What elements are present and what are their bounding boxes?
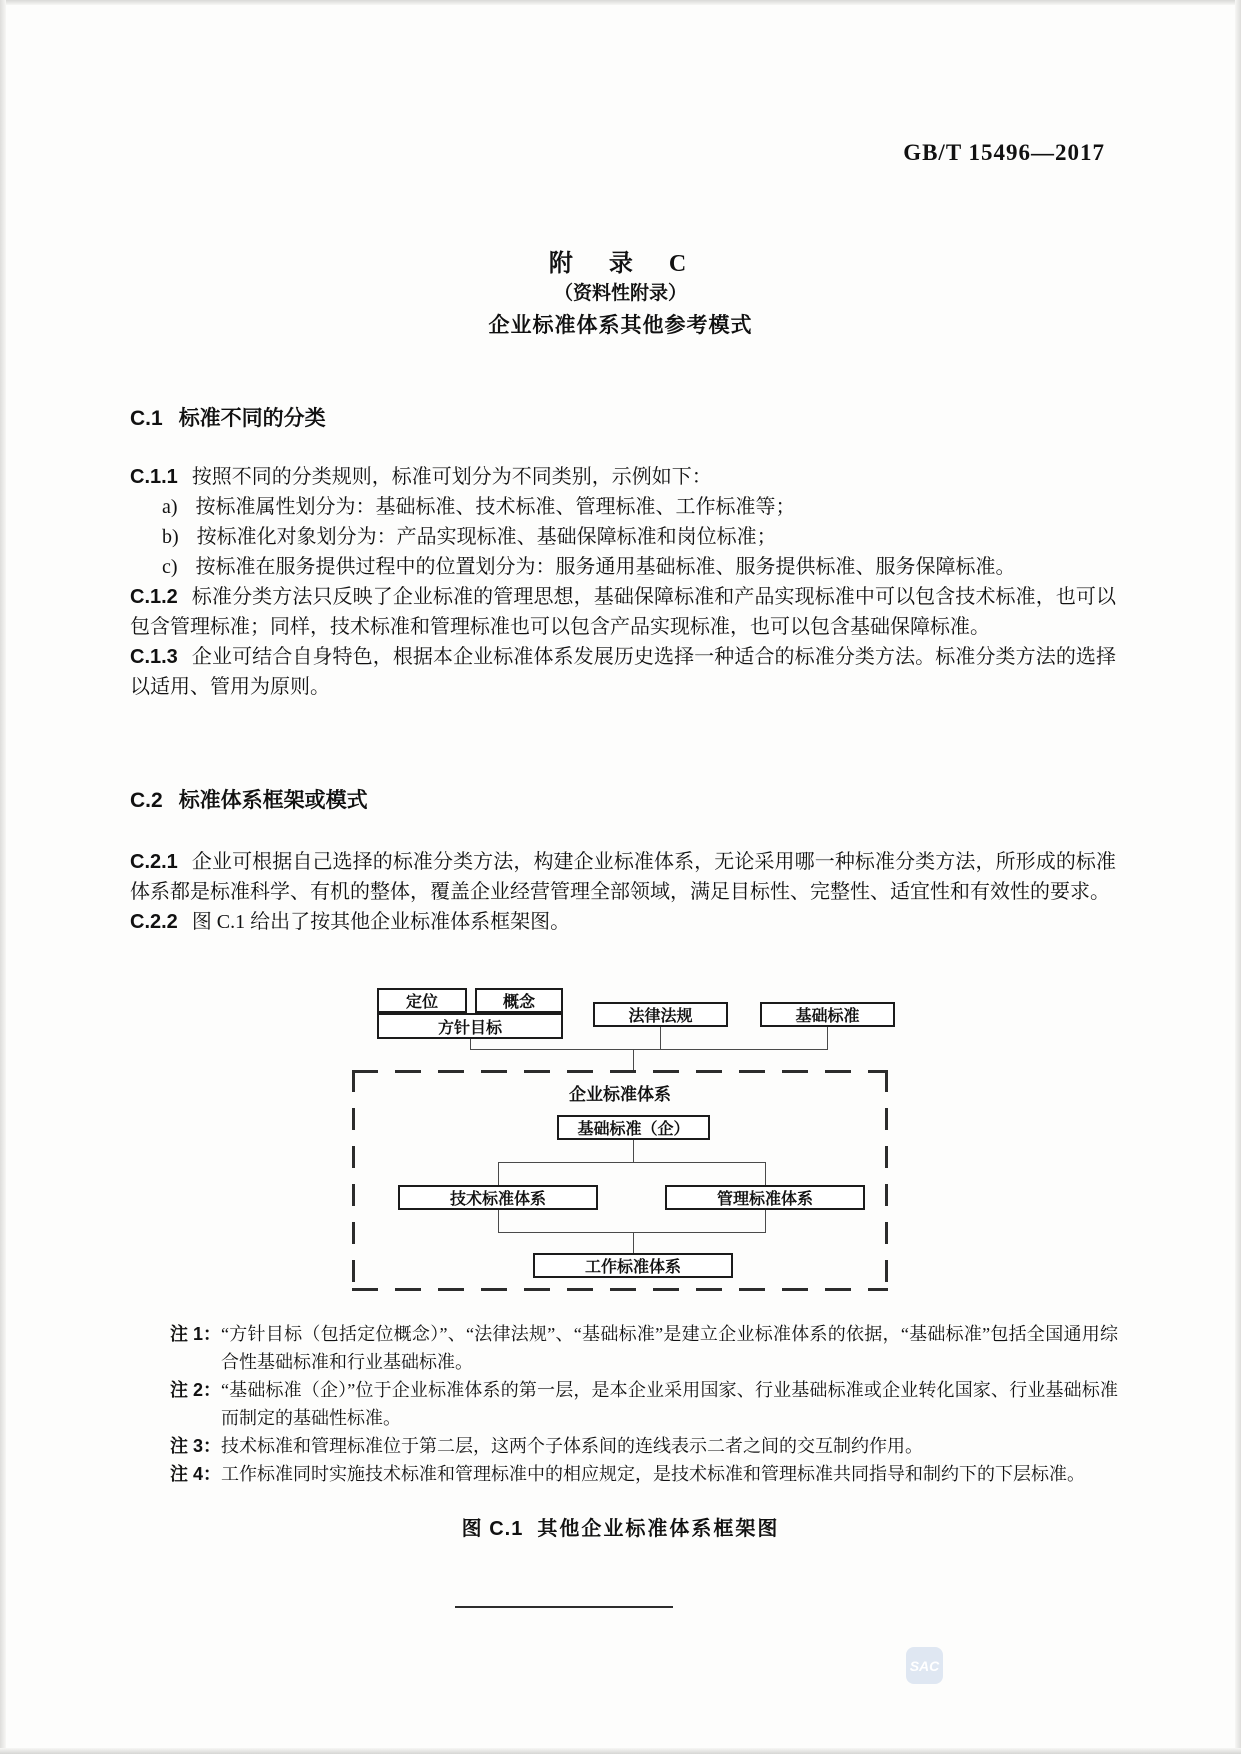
note-1 [170,1320,1118,1376]
section-c1-heading [130,402,326,432]
connector-line [765,1162,766,1185]
enterprise-system-dashed-border-top [352,1070,888,1073]
list-item-a-label: a) [162,496,178,518]
figure-c1-diagram [340,983,900,1298]
list-item-c-text: 按标准在服务提供过程中的位置划分为：服务通用基础标准、服务提供标准、服务保障标准。 [195,556,1016,578]
diagram-box-laws-label: 法律法规 [628,1008,693,1025]
note-3-text: 技术标准和管理标准位于第二层，这两个子体系间的连线表示二者之间的交互制约作用。 [221,1436,924,1456]
sac-watermark-logo [906,1647,943,1684]
connector-line [660,1027,661,1049]
figure-caption [0,1512,1241,1541]
list-item-a-text: 按标准属性划分为：基础标准、技术标准、管理标准、工作标准等； [195,496,796,518]
scan-edge-bottom [0,1748,1241,1754]
paragraph-c12-number: C.1.2 [130,586,178,608]
paragraph-c11-text: 按照不同的分类规则，标准可划分为不同类别，示例如下： [191,466,712,488]
list-item-b [130,522,1116,552]
diagram-box-basic-standard [760,1002,895,1027]
diagram-box-management-system [665,1185,865,1210]
paragraph-c11-number: C.1.1 [130,466,178,488]
section-c2-number: C.2 [130,789,163,812]
connector-line [498,1162,766,1163]
list-item-c-label: c) [162,556,178,578]
paragraph-c12 [130,582,1116,642]
diagram-box-concept [475,988,563,1013]
diagram-box-policy-goal [377,1013,563,1039]
paragraph-c13-text: 企业可结合自身特色，根据本企业标准体系发展历史选择一种适合的标准分类方法。标准分类方法的选择以适用、管用为原则。 [130,646,1116,698]
section-c2-body [130,847,1116,937]
diagram-box-policy-goal-label: 方针目标 [437,1019,502,1037]
appendix-name: 企业标准体系其他参考模式 [488,313,753,337]
end-of-document-rule [455,1606,673,1608]
paragraph-c21 [130,847,1116,907]
diagram-box-work-system-label: 工作标准体系 [584,1259,681,1276]
connector-line [633,1140,634,1162]
section-c1-title: 标准不同的分类 [178,407,326,430]
note-4-label: 注 4： [170,1464,222,1484]
connector-line [498,1162,499,1185]
enterprise-system-dashed-border-bottom [352,1288,888,1291]
note-4-text: 工作标准同时实施技术标准和管理标准中的相应规定，是技术标准和管理标准共同指导和制约下的下层标准。 [221,1464,1086,1484]
diagram-box-work-system [533,1253,733,1278]
connector-line [470,1049,828,1050]
section-c2-heading [130,784,368,814]
section-c1-body [130,462,1116,702]
paragraph-c13 [130,642,1116,702]
diagram-box-laws [593,1002,728,1027]
diagram-box-basic-standard-ent [557,1115,710,1140]
note-3 [170,1432,1118,1460]
appendix-title: 附 录 C [548,251,693,277]
diagram-box-technical-system [398,1185,598,1210]
paragraph-c11 [130,462,1116,492]
list-item-a [130,492,1116,522]
section-c1-number: C.1 [130,407,163,430]
appendix-title-block [0,249,1241,341]
paragraph-c22-text: 图 C.1 给出了按其他企业标准体系框架图。 [191,911,571,933]
connector-line [633,1049,634,1070]
enterprise-system-title: 企业标准体系 [569,1085,671,1104]
paragraph-c21-number: C.2.1 [130,851,178,873]
figure-number: 图 C.1 [461,1518,524,1540]
note-2-label: 注 2： [170,1380,222,1400]
connector-line [498,1232,766,1233]
diagram-box-basic-standard-label: 基础标准 [795,1008,860,1025]
diagram-box-positioning-label: 定位 [405,994,438,1011]
note-4 [170,1460,1118,1488]
list-item-b-text: 按标准化对象划分为：产品实现标准、基础保障标准和岗位标准； [196,526,777,548]
connector-line [498,1210,499,1232]
diagram-box-technical-system-text: 技术标准体系 [449,1191,546,1208]
paragraph-c22 [130,907,1116,937]
standard-code: GB/T 15496—2017 [903,140,1105,165]
connector-line [633,1232,634,1253]
note-1-text: “方针目标（包括定位概念）”、“法律法规”、“基础标准”是建立企业标准体系的依据，“基础标准”包括全国通用综合性基础标准和行业基础标准。 [221,1324,1118,1372]
paragraph-c13-number: C.1.3 [130,646,178,668]
note-2-text: “基础标准（企）”位于企业标准体系的第一层，是本企业采用国家、行业基础标准或企业转化国家、行业基础标准而制定的基础性标准。 [221,1380,1118,1428]
note-2 [170,1376,1118,1432]
diagram-box-management-system-label: 管理标准体系 [716,1191,813,1208]
diagram-box-basic-standard-ent-label: 基础标准（企） [577,1121,690,1138]
diagram-box-positioning [377,988,467,1013]
connector-line [470,1039,471,1049]
paragraph-c21-text: 企业可根据自己选择的标准分类方法，构建企业标准体系，无论采用哪一种标准分类方法，所形成的标准体系都是标准科学、有机的整体，覆盖企业经营管理全部领域，满足目标性、完整性、适宜性和有效性的要求。 [130,851,1116,903]
list-item-c [130,552,1116,582]
list-item-b-label: b) [162,526,179,548]
section-c2-title: 标准体系框架或模式 [178,789,368,812]
figure-caption-text: 其他企业标准体系框架图 [537,1518,780,1540]
connector-line [827,1027,828,1049]
note-3-label: 注 3： [170,1436,222,1456]
scan-edge-top [0,0,1241,5]
paragraph-c12-text: 标准分类方法只反映了企业标准的管理思想，基础保障标准和产品实现标准中可以包含技术标准，也可以包含管理标准；同样，技术标准和管理标准也可以包含产品实现标准，也可以包含基础保障标准。 [130,586,1116,638]
connector-line [765,1210,766,1232]
note-1-label: 注 1： [170,1324,222,1344]
figure-notes [170,1320,1118,1488]
sac-watermark-text: SAC [909,1657,940,1674]
paragraph-c22-number: C.2.2 [130,911,178,933]
diagram-box-concept-label: 概念 [502,994,535,1011]
appendix-subtitle: （资料性附录） [553,283,687,304]
